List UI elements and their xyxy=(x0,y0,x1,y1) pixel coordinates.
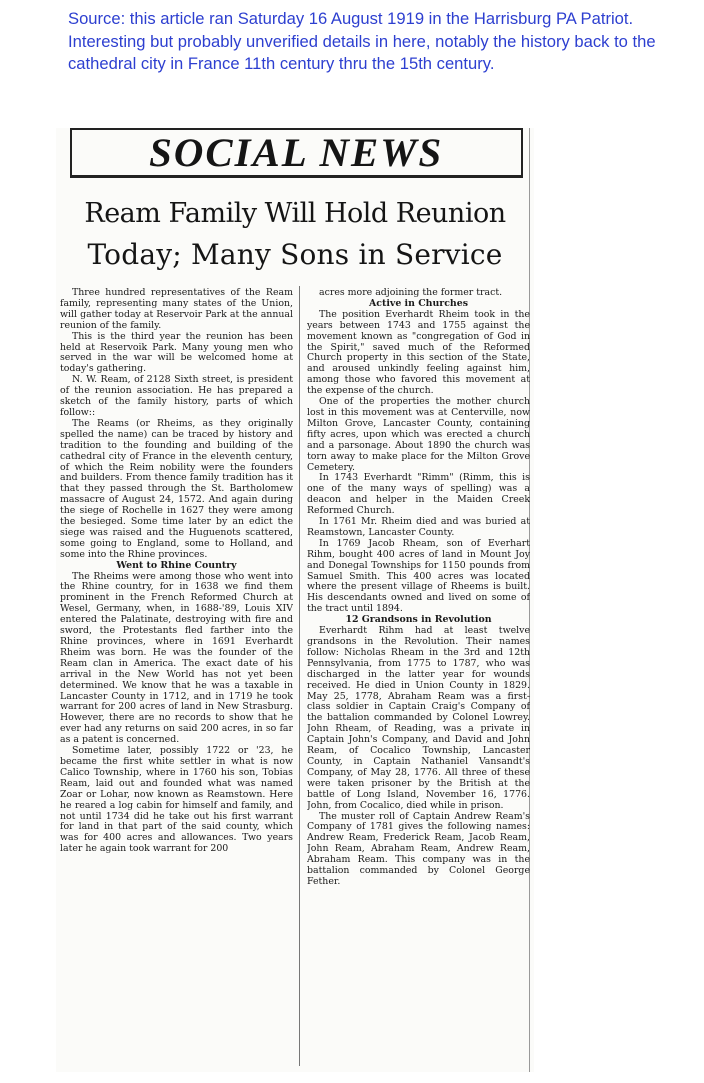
article-paragraph: The muster roll of Captain Andrew Ream's Company of 1781 gives the following names: Andrew Ream, Frederick Ream, Jacob Ream, John Ream, Abraham Ream, Andrew Ream, Abraham Ream. This company was in the battalion commanded by Colonel George Fether. xyxy=(307,810,530,887)
article-paragraph: Sometime later, possibly 1722 or '23, he became the first white settler in what is now Calico Township, where in 1760 his son, Tobias Ream, laid out and founded what was named Zoar or Lohar, now known as Reamstown. Here he reared a log cabin for himself and family, and not until 1734 did he take out his first warrant for land in that part of the said county, which was for 400 acres and allowances. Two years later he again took warrant for 200 xyxy=(60,745,293,855)
subheading: Went to Rhine Country xyxy=(116,559,237,571)
article-paragraph: In 1769 Jacob Rheam, son of Everhart Rihm, bought 400 acres of land in Mount Joy and Donegal Townships for 1150 pounds from Samuel Smith. This 400 acres was located where the present village of Rheems is built. His descendants owned and lived on some of the tract until 1894. xyxy=(307,537,530,615)
article-paragraph: Three hundred representatives of the Ream family, representing many states of the Union, will gather today at Reservoir Park at the annual reunion of the family. xyxy=(60,288,293,331)
article-paragraph: One of the properties the mother church lost in this movement was at Centerville, now Milton Grove, Lancaster County, containing fifty acres, upon which was erected a church and a parsonage. About 1890 the church was torn away to make place for the Milton Grove Cemetery. xyxy=(307,396,530,473)
newspaper-clipping xyxy=(56,128,534,1072)
article-paragraph: In 1743 Everhardt "Rimm" (Rimm, this is one of the many ways of spelling) was a deacon and helper in the Maiden Creek Reformed Church. xyxy=(307,472,530,517)
headline-line-1: Ream Family Will Hold Reunion xyxy=(84,198,506,229)
article-paragraph: N. W. Ream, of 2128 Sixth street, is president of the reunion association. He has prepared a sketch of the family history, parts of which follow:: xyxy=(60,374,293,418)
article-column-left xyxy=(60,288,293,1068)
column-divider xyxy=(299,286,300,1066)
article-paragraph: The Reams (or Rheims, as they originally spelled the name) can be traced by history and tradition to the founding and building of the cathedral city of France in the eleventh century, of which the Reim nobility were the founders and builders. From thence family tradition has it that they passed through the St. Bartholomew massacre of August 24, 1572. And again during the siege of Rochelle in 1627 they were among the besieged. Some time later by an edict the siege was raised and the Huguenots scattered, some going to England, some to Holland, and some into the Rhine provinces. xyxy=(60,417,293,560)
subheading: Active in Churches xyxy=(369,297,468,309)
article-column-right xyxy=(307,288,530,1068)
article-paragraph: The Rheims were among those who went into the Rhine country, for in 1638 we find them prominent in the French Reformed Church at Wesel, Germany, when, in 1688-'89, Louis XIV entered the Palatinate, destroying with fire and sword, the Protestants fled farther into the Rhine provinces, where in 1691 Everhardt Rheim was born. He was the founder of the Ream clan in America. The exact date of his arrival in the New World has not yet been determined. We know that he was a taxable in Lancaster County in 1712, and in 1719 he took warrant for 200 acres of land in New Strasburg. However, there are no records to show that he ever had any returns on said 200 acres, in so far as a patent is concerned. xyxy=(60,570,293,746)
masthead-title: SOCIAL NEWS xyxy=(149,130,444,175)
article-paragraph: This is the third year the reunion has been held at Reservoik Park. Many young men who served in the war will be welcomed home at today's gathering. xyxy=(60,330,293,375)
article-paragraph: acres more adjoining the former tract. xyxy=(319,288,503,298)
article-paragraph: Everhardt Rihm had at least twelve grandsons in the Revolution. Their names follow: Nicholas Rheam in the 3rd and 12th Pennsylvania, from 1775 to 1787, who was discharged in the latter year for wounds received. He died in Union County in 1829. May 25, 1778, Abraham Ream was a first-class soldier in Captain Craig's Company of the battalion commanded by Colonel Lowrey. John Rheam, of Reading, was a private in Captain John's Company, and David and John Ream, of Cocalico Township, Lancaster County, in Captain Nathaniel Vansandt's Company, of May 28, 1776. All three of these were taken prisoner by the British at the battle of Long Island, November 16, 1776. John, from Cocalico, died while in prison. xyxy=(307,625,530,811)
article-paragraph: The position Everhardt Rheim took in the years between 1743 and 1755 against the movement known as "congregation of God in the Spirit," saved much of the Reformed Church property in this section of the State, and aroused unkindly feeling against him, among those who favored this movement at the expense of the church. xyxy=(307,308,530,397)
source-note: Source: this article ran Saturday 16 August 1919 in the Harrisburg PA Patriot. Interesting but probably unverified details in here, notably the history back to the cathedral city in France 11th century thru the 15th century. xyxy=(68,9,656,73)
article-paragraph: In 1761 Mr. Rheim died and was buried at Reamstown, Lancaster County. xyxy=(307,516,530,538)
subheading: 12 Grandsons in Revolution xyxy=(345,614,492,626)
headline-line-2: Today; Many Sons in Service xyxy=(87,238,503,271)
masthead-box xyxy=(70,128,523,178)
